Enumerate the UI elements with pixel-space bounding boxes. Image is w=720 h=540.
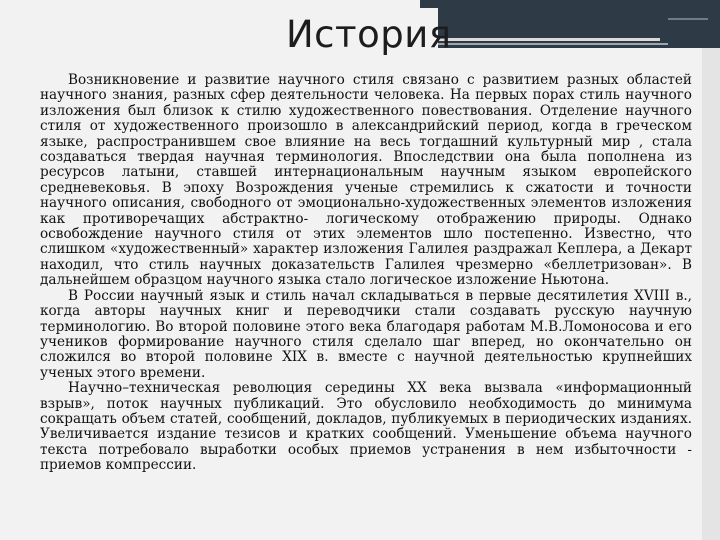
slide-body [40,73,692,474]
decorative-line [428,38,660,41]
decorative-line [668,18,708,20]
paragraph: В России научный язык и стиль начал складываться в первые десятилетия XVIII в., когда авторы научных книг и переводчики стали создавать русскую научную терминологию. Во второй половине этого века благодаря работам М.В.Ломоносова и его учеников формирование научного стиля сделало шаг вперед, но окончательно он сложился во второй половине XIX в. вместе с научной деятельностью крупнейших ученых этого времени. [40,287,692,381]
slide-frame-right [702,0,720,540]
paragraph: Научно–техническая революция середины XX века вызвала «информационный взрыв», поток научных публикаций. Это обусловило необходимость до минимума сокращать объем статей, сообщений, докладов, публикуемых в периодических изданиях. Увеличивается издание тезисов и кратких сообщений. Уменьшение объема научного текста потребовало выработки особых приемов устранения в нем избыточности - приемов компрессии. [40,380,692,474]
paragraph: Возникновение и развитие научного стиля связано с развитием разных областей научного знания, разных сфер деятельности человека. На первых порах стиль научного изложения был близок к стилю художественного повествования. Отделение научного стиля от художественного произошло в александрийский период, когда в греческом языке, распространившем свое влияние на весь тогдашний культурный мир , стала создаваться твердая научная терминология. Впоследствии она была пополнена из ресурсов латыни, ставшей интернациональным научным языком европейского средневековья. В эпоху Возрождения ученые стремились к сжатости и точности научного описания, свободного от эмоционально-художественных элементов изложения как противоречащих абстрактно- логическому отображению природы. Однако освобождение научного стиля от этих элементов шло постепенно. Известно, что слишком «художественный» характер изложения Галилея раздражал Кеплера, а Декарт находил, что стиль научных доказательств Галилея чрезмерно «беллетризован». В дальнейшем образцом научного языка стало логическое изложение Ньютона. [40,72,692,289]
decorative-line [428,43,668,45]
slide-title: История [286,13,452,56]
